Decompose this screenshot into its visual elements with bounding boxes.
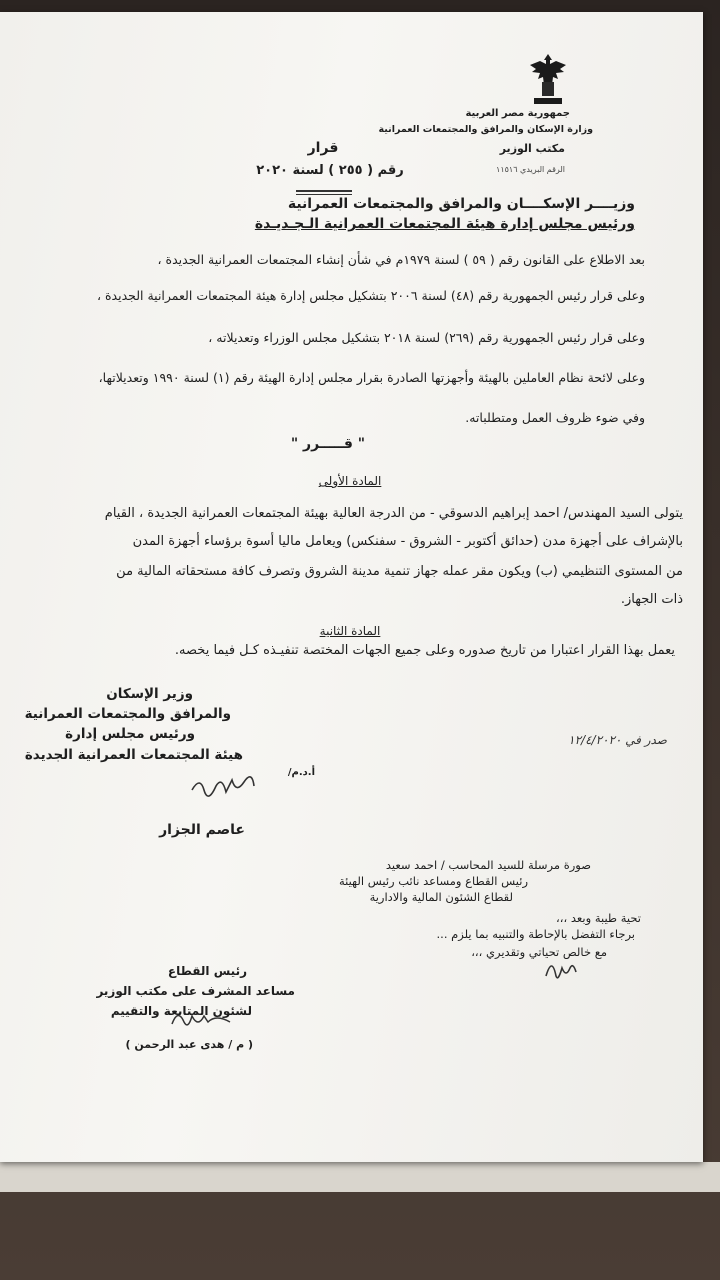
- title-divider-thin: [296, 194, 352, 195]
- signature-line: وزير الإسكان: [106, 686, 193, 702]
- copy-note-line: صورة مرسلة للسيد المحاسب / احمد سعيد: [385, 858, 591, 872]
- handwritten-initials-icon: [540, 952, 580, 988]
- sector-head-line: مساعد المشرف على مكتب الوزير: [96, 984, 295, 998]
- sector-head-line: رئيس القطاع: [167, 964, 247, 978]
- article-1-line: يتولى السيد المهندس/ احمد إبراهيم الدسوقي - من الدرجة العالية بهيئة المجتمعات العمرانية الجديدة ، القيام: [104, 506, 683, 521]
- sector-head-signature-icon: [168, 1006, 234, 1032]
- republic-name: جمهورية مصر العربية: [465, 108, 570, 119]
- ministry-name: وزارة الإسكان والمرافق والمجتمعات العمرانية: [378, 124, 593, 135]
- article-2-title: المادة الثانية: [319, 624, 381, 638]
- article-1-title: المادة الأولى: [318, 474, 382, 488]
- signatory-title: أ.د.م/: [287, 767, 315, 778]
- preamble-line: بعد الاطلاع على القانون رقم ( ٥٩ ) لسنة ١٩٧٩م في شأن إنشاء المجتمعات العمرانية الجديدة ،: [157, 252, 645, 267]
- copy-note-line: لقطاع الشئون المالية والادارية: [369, 890, 513, 904]
- article-1-line: بالإشراف على أجهزة مدن (حدائق أكتوبر - الشروق - سفنكس) ويعامل ماليا أسوة برؤساء أجهزة المدن: [132, 534, 683, 549]
- decree-document: [0, 12, 703, 1162]
- preamble-line: وعلى قرار رئيس الجمهورية رقم (٤٨) لسنة ٢٠٠٦ بتشكيل مجلس إدارة هيئة المجتمعات العمرانية الجديدة ،: [97, 288, 645, 303]
- preamble-line: وعلى قرار رئيس الجمهورية رقم (٢٦٩) لسنة ٢٠١٨ بتشكيل مجلس الوزراء وتعديلاته ،: [208, 330, 645, 345]
- minister-name: عاصم الجزار: [159, 822, 245, 838]
- article-1-line: ذات الجهاز.: [620, 592, 683, 607]
- preamble-line: وعلى لائحة نظام العاملين بالهيئة وأجهزتها الصادرة بقرار مجلس إدارة الهيئة رقم (١) لسنة ١٩٩٠ وتعديلاتها،: [98, 370, 645, 385]
- decree-title: قرار: [307, 140, 339, 156]
- sector-head-name: ( م / هدى عبد الرحمن ): [125, 1038, 253, 1051]
- title-divider: [296, 190, 352, 192]
- decides-heading: " قـــــرر ": [290, 436, 366, 452]
- minister-signature-icon: [188, 770, 258, 800]
- preamble-line: وفي ضوء ظروف العمل ومتطلباته.: [465, 410, 645, 425]
- issuer-line-1: وزيــــر الإسكــــان والمرافق والمجتمعات العمرانية: [287, 196, 635, 212]
- issuer-line-2: ورئيس مجلس إدارة هيئة المجتمعات العمرانية الـجـديـدة: [254, 216, 635, 232]
- copy-note-line: برجاء التفضل بالإحاطة والتنبيه بما يلزم ...: [436, 927, 635, 941]
- article-2-text: يعمل بهذا القرار اعتبارا من تاريخ صدوره وعلى جميع الجهات المختصة تنفيـذه كـل فيما يخصه.: [174, 643, 675, 658]
- decree-number: رقم ( ٢٥٥ ) لسنة ٢٠٢٠: [256, 163, 404, 178]
- sector-head-line: لشئون المتابعة والتقييم: [110, 1004, 252, 1018]
- paper-shadow-strip: [0, 1162, 720, 1192]
- signature-line: ورئيس مجلس إدارة: [65, 726, 195, 742]
- signature-line: هيئة المجتمعات العمرانية الجديدة: [24, 747, 243, 763]
- postal-code: الرقم البريدي ١١٥١٦: [496, 165, 565, 174]
- signature-line: والمرافق والمجتمعات العمرانية: [24, 706, 231, 722]
- office-name: مكتب الوزير: [499, 142, 565, 155]
- eagle-emblem-icon: [524, 52, 572, 108]
- copy-note-line: رئيس القطاع ومساعد نائب رئيس الهيئة: [338, 874, 528, 888]
- copy-note-line: مع خالص تحياتي وتقديري ،،،: [471, 945, 607, 959]
- copy-note-line: تحية طيبة وبعد ،،،: [556, 911, 641, 925]
- article-1-line: من المستوى التنظيمي (ب) ويكون مقر عمله جهاز تنمية مدينة الشروق وتصرف كافة مستحقاته المالية من: [116, 564, 683, 579]
- handwritten-date: صدر في ١٢/٤/٢٠٢٠: [568, 733, 667, 747]
